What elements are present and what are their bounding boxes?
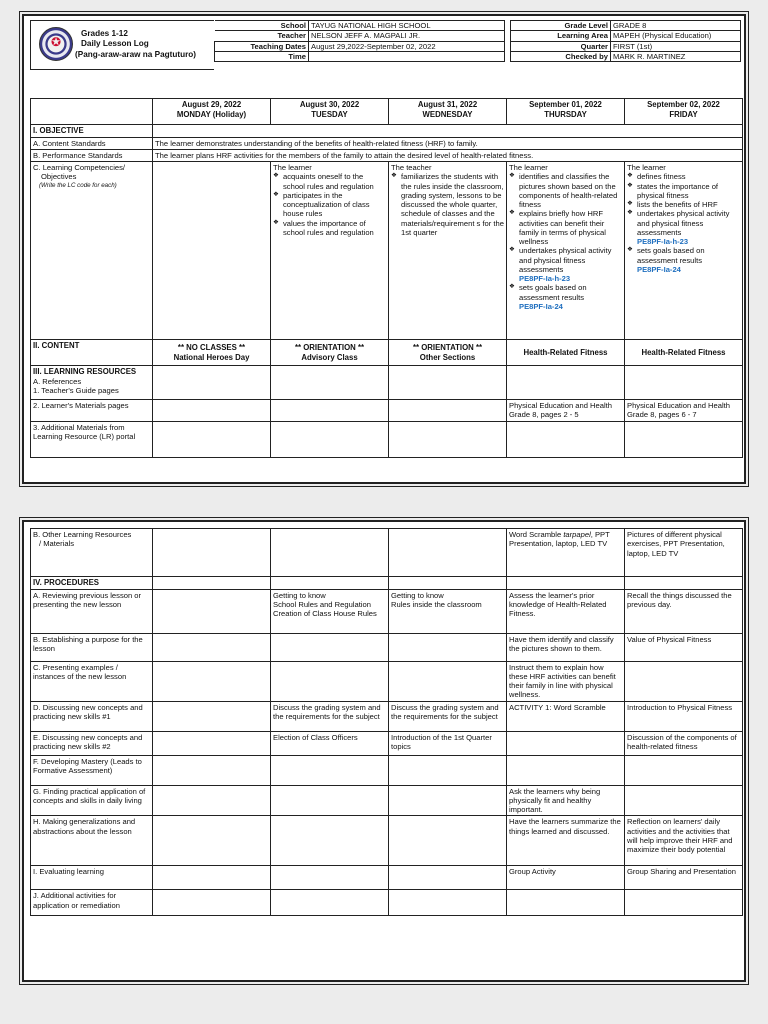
day-name: TUESDAY xyxy=(311,109,348,119)
competency-item: ❖ familiarizes the students with the rules inside the classroom, grading system, lessons to be discussed the whole quarter, schedule of classes and the materials/requirement s for the 1st quarter xyxy=(391,172,504,237)
procedure-h-thursday: Have the learners summarize the things learned and discussed. xyxy=(507,816,625,866)
procedure-g-thursday: Ask the learners why being physically fit and healthy important. xyxy=(507,785,625,816)
content-heading: II. CONTENT xyxy=(31,340,153,366)
day-header-thursday xyxy=(507,99,625,125)
procedure-g-friday xyxy=(625,785,743,816)
other-resources-label xyxy=(31,529,153,577)
procedures-heading: IV. PROCEDURES xyxy=(31,577,153,590)
add-wednesday xyxy=(389,422,507,458)
procedure-f-friday xyxy=(625,755,743,785)
procedure-a-friday: Recall the things discussed the previous day. xyxy=(625,589,743,633)
competencies-list xyxy=(273,172,386,237)
other-tuesday xyxy=(271,529,389,577)
lc-code: PE8PF-Ia-24 xyxy=(637,264,681,274)
title-line-1: Grades 1-12 xyxy=(81,29,128,38)
header-class-table xyxy=(510,20,741,62)
day-name: FRIDAY xyxy=(669,109,698,119)
procedure-i-monday xyxy=(153,866,271,890)
resources-thursday xyxy=(507,366,625,400)
dates-label: Teaching Dates xyxy=(215,41,309,51)
other-wednesday xyxy=(389,529,507,577)
procedure-i-friday: Group Sharing and Presentation xyxy=(625,866,743,890)
resources-tuesday xyxy=(271,366,389,400)
competency-item: ❖ defines fitness xyxy=(627,172,740,181)
add-monday xyxy=(153,422,271,458)
title-line-3: (Pang-araw-araw na Pagtuturo) xyxy=(75,49,197,59)
procedure-b-tuesday xyxy=(271,633,389,661)
procedure-e-label: E. Discussing new concepts and practicing new skills #2 xyxy=(31,731,153,755)
other-resources-line1: B. Other Learning Resources xyxy=(33,530,132,539)
time-value xyxy=(309,51,505,61)
procedures-filler xyxy=(271,577,389,590)
content-line: Advisory Class xyxy=(301,352,358,362)
corner-cell xyxy=(31,99,153,125)
day-header-wednesday xyxy=(389,99,507,125)
procedure-d-tuesday: Discuss the grading system and the requirements for the subject xyxy=(271,701,389,731)
procedure-c-tuesday xyxy=(271,661,389,701)
procedure-g-wednesday xyxy=(389,785,507,816)
procedure-d-monday xyxy=(153,701,271,731)
procedure-i-thursday: Group Activity xyxy=(507,866,625,890)
resources-friday xyxy=(625,366,743,400)
competency-item: ❖ explains briefly how HRF activities can benefit their family in terms of physical wellness xyxy=(509,209,622,246)
competencies-intro: The learner xyxy=(627,163,666,172)
procedure-c-wednesday xyxy=(389,661,507,701)
procedure-j-monday xyxy=(153,890,271,916)
procedure-b-friday: Value of Physical Fitness xyxy=(625,633,743,661)
day-date: September 01, 2022 xyxy=(529,100,602,109)
procedure-b-monday xyxy=(153,633,271,661)
procedure-e-thursday xyxy=(507,731,625,755)
procedure-g-monday xyxy=(153,785,271,816)
dll-header xyxy=(30,20,742,74)
procedure-d-label: D. Discussing new concepts and practicing new skills #1 xyxy=(31,701,153,731)
deped-seal-icon: ✪ xyxy=(39,27,73,61)
teacher-label: Teacher xyxy=(215,31,309,41)
procedure-a-label: A. Reviewing previous lesson or presenting the new lesson xyxy=(31,589,153,633)
day-name: MONDAY (Holiday) xyxy=(176,109,247,119)
day-header-friday xyxy=(625,99,743,125)
dll-page-2 xyxy=(22,520,746,982)
content-line: ** NO CLASSES ** xyxy=(177,343,246,352)
additional-materials-label: 3. Additional Materials from Learning Resource (LR) portal xyxy=(31,422,153,458)
competencies-wednesday xyxy=(389,162,507,340)
learning-area-label: Learning Area xyxy=(511,31,611,41)
procedure-g-label: G. Finding practical application of concepts and skills in daily living xyxy=(31,785,153,816)
learning-area-value: MAPEH (Physical Education) xyxy=(611,31,741,41)
content-friday: Health-Related Fitness xyxy=(625,340,743,366)
competency-item: ❖ acquaints oneself to the school rules and regulation xyxy=(273,172,386,191)
resources-label xyxy=(31,366,153,400)
resources-monday xyxy=(153,366,271,400)
procedure-h-label: H. Making generalizations and abstractions about the lesson xyxy=(31,816,153,866)
add-friday xyxy=(625,422,743,458)
content-standards-value: The learner demonstrates understanding of the benefits of health-related fitness (HRF) to family. xyxy=(153,137,743,149)
procedure-h-friday: Reflection on learners' daily activities and the activities that will help improve their HRF and maximize their body potential xyxy=(625,816,743,866)
procedure-j-wednesday xyxy=(389,890,507,916)
lc-code: PE8PF-Ia-h-23 xyxy=(637,237,689,246)
grade-level-label: Grade Level xyxy=(511,21,611,31)
procedure-f-thursday xyxy=(507,755,625,785)
procedure-d-friday: Introduction to Physical Fitness xyxy=(625,701,743,731)
day-header-tuesday xyxy=(271,99,389,125)
procedure-j-tuesday xyxy=(271,890,389,916)
competencies-tuesday xyxy=(271,162,389,340)
day-date: August 29, 2022 xyxy=(181,100,242,109)
dates-value: August 29,2022-September 02, 2022 xyxy=(309,41,505,51)
procedure-h-tuesday xyxy=(271,816,389,866)
competencies-note: (Write the LC code for each) xyxy=(39,181,117,189)
content-standards-label: A. Content Standards xyxy=(31,137,153,149)
teacher-value: NELSON JEFF A. MAGPALI JR. xyxy=(309,31,505,41)
competencies-list xyxy=(627,246,740,265)
lc-code: PE8PF-Ia-h-23 xyxy=(519,274,571,283)
checked-by-value: MARK R. MARTINEZ xyxy=(611,51,741,61)
lesson-log-table xyxy=(30,98,743,458)
day-name: WEDNESDAY xyxy=(422,109,473,119)
grade-level-value: GRADE 8 xyxy=(611,21,741,31)
competencies-list xyxy=(509,172,622,274)
other-monday xyxy=(153,529,271,577)
procedure-g-tuesday xyxy=(271,785,389,816)
procedure-h-wednesday xyxy=(389,816,507,866)
competencies-intro: The learner xyxy=(273,163,312,172)
lesson-log-table-continued xyxy=(30,528,743,916)
competencies-intro: The learner xyxy=(509,163,548,172)
content-monday xyxy=(153,340,271,366)
procedure-b-label: B. Establishing a purpose for the lesson xyxy=(31,633,153,661)
other-resources-line2: / Materials xyxy=(39,539,75,549)
performance-standards-label: B. Performance Standards xyxy=(31,149,153,161)
other-friday: Pictures of different physical exercises, PPT Presentation, laptop, LED TV xyxy=(625,529,743,577)
content-line: National Heroes Day xyxy=(173,352,250,362)
day-date: August 30, 2022 xyxy=(299,100,360,109)
lc-code: PE8PF-Ia-24 xyxy=(519,301,563,311)
procedure-e-wednesday: Introduction of the 1st Quarter topics xyxy=(389,731,507,755)
competency-item: ❖ sets goals based on assessment results xyxy=(627,246,740,265)
content-tuesday xyxy=(271,340,389,366)
competency-item: ❖ undertakes physical activity and physical fitness assessments xyxy=(627,209,740,237)
procedure-h-monday xyxy=(153,816,271,866)
competencies-label-line1: C. Learning Competencies/ xyxy=(33,163,126,172)
school-label: School xyxy=(215,21,309,31)
procedure-j-thursday xyxy=(507,890,625,916)
procedure-c-label: C. Presenting examples / instances of the new lesson xyxy=(31,661,153,701)
competencies-intro: The teacher xyxy=(391,163,432,172)
procedure-e-friday: Discussion of the components of health-related fitness xyxy=(625,731,743,755)
quarter-label: Quarter xyxy=(511,41,611,51)
content-line: ** ORIENTATION ** xyxy=(294,343,365,352)
other-thu-text: Word Scramble xyxy=(509,530,564,539)
procedure-c-thursday: Instruct them to explain how these HRF activities can benefit their family in line with physical wellness. xyxy=(507,661,625,701)
resources-heading: III. LEARNING RESOURCES xyxy=(33,367,137,376)
content-line: ** ORIENTATION ** xyxy=(412,343,483,352)
competencies-monday xyxy=(153,162,271,340)
procedure-c-friday xyxy=(625,661,743,701)
procedure-f-wednesday xyxy=(389,755,507,785)
time-label: Time xyxy=(215,51,309,61)
form-title xyxy=(75,29,197,60)
content-line: Other Sections xyxy=(419,352,476,362)
procedure-d-wednesday: Discuss the grading system and the requirements for the subject xyxy=(389,701,507,731)
procedure-d-thursday: ACTIVITY 1: Word Scramble xyxy=(507,701,625,731)
content-wednesday xyxy=(389,340,507,366)
procedure-f-monday xyxy=(153,755,271,785)
learners-materials-label: 2. Learner's Materials pages xyxy=(31,400,153,422)
procedure-b-wednesday xyxy=(389,633,507,661)
lm-wednesday xyxy=(389,400,507,422)
day-date: August 31, 2022 xyxy=(417,100,478,109)
header-title-block xyxy=(30,20,214,70)
competencies-label xyxy=(31,162,153,340)
procedure-e-tuesday: Election of Class Officers xyxy=(271,731,389,755)
competency-item: ❖ states the importance of physical fitness xyxy=(627,182,740,201)
references-label: A. References xyxy=(33,376,82,386)
other-thu-text: , PPT Presentation, laptop, LED TV xyxy=(509,530,610,549)
competency-item: ❖ participates in the conceptualization of class house rules xyxy=(273,191,386,219)
performance-standards-value: The learner plans HRF activities for the members of the family to attain the desired level of health-related fitness. xyxy=(153,149,743,161)
competency-item: ❖ lists the benefits of HRF xyxy=(627,200,740,209)
procedure-i-tuesday xyxy=(271,866,389,890)
procedure-j-label: J. Additional activities for application or remediation xyxy=(31,890,153,916)
procedure-i-wednesday xyxy=(389,866,507,890)
competency-item: ❖ values the importance of school rules and regulation xyxy=(273,219,386,238)
competencies-friday xyxy=(625,162,743,340)
lm-monday xyxy=(153,400,271,422)
competency-item: ❖ sets goals based on assessment results xyxy=(509,283,622,302)
procedure-f-label: F. Developing Mastery (Leads to Formative Assessment) xyxy=(31,755,153,785)
procedure-j-friday xyxy=(625,890,743,916)
day-name: THURSDAY xyxy=(544,109,587,119)
procedure-i-label: I. Evaluating learning xyxy=(31,866,153,890)
header-teacher-table xyxy=(214,20,505,62)
competencies-thursday xyxy=(507,162,625,340)
procedure-f-tuesday xyxy=(271,755,389,785)
lm-thursday: Physical Education and Health Grade 8, pages 2 - 5 xyxy=(507,400,625,422)
procedure-a-thursday: Assess the learner's prior knowledge of Health-Related Fitness. xyxy=(507,589,625,633)
procedure-b-thursday: Have them identify and classify the pictures shown to them. xyxy=(507,633,625,661)
other-thu-italic: tarpapel xyxy=(563,530,591,539)
day-date: September 02, 2022 xyxy=(647,100,720,109)
checked-by-label: Checked by xyxy=(511,51,611,61)
competencies-list xyxy=(509,283,622,302)
procedure-e-monday xyxy=(153,731,271,755)
procedure-c-monday xyxy=(153,661,271,701)
competency-item: ❖ identifies and classifies the pictures shown based on the components of health-related fitness xyxy=(509,172,622,209)
quarter-value: FIRST (1st) xyxy=(611,41,741,51)
resources-wednesday xyxy=(389,366,507,400)
procedure-a-tuesday: Getting to know School Rules and Regulation Creation of Class House Rules xyxy=(271,589,389,633)
objective-heading-filler xyxy=(153,125,743,138)
procedures-filler xyxy=(153,577,271,590)
content-thursday: Health-Related Fitness xyxy=(507,340,625,366)
teachers-guide-label: 1. Teacher's Guide pages xyxy=(33,385,119,395)
procedures-filler xyxy=(625,577,743,590)
competency-item: ❖ undertakes physical activity and physical fitness assessments xyxy=(509,246,622,274)
lm-friday: Physical Education and Health Grade 8, pages 6 - 7 xyxy=(625,400,743,422)
procedure-a-wednesday: Getting to know Rules inside the classroom xyxy=(389,589,507,633)
school-value: TAYUG NATIONAL HIGH SCHOOL xyxy=(309,21,505,31)
procedures-filler xyxy=(389,577,507,590)
add-tuesday xyxy=(271,422,389,458)
procedure-a-monday xyxy=(153,589,271,633)
day-header-monday xyxy=(153,99,271,125)
lm-tuesday xyxy=(271,400,389,422)
competencies-list xyxy=(627,172,740,237)
procedures-filler xyxy=(507,577,625,590)
add-thursday xyxy=(507,422,625,458)
competencies-list xyxy=(391,172,504,237)
dll-page-1 xyxy=(22,14,746,484)
other-thursday xyxy=(507,529,625,577)
objective-heading: I. OBJECTIVE xyxy=(31,125,153,138)
competencies-label-line2: Objectives xyxy=(41,172,77,182)
title-line-2: Daily Lesson Log xyxy=(81,39,149,49)
